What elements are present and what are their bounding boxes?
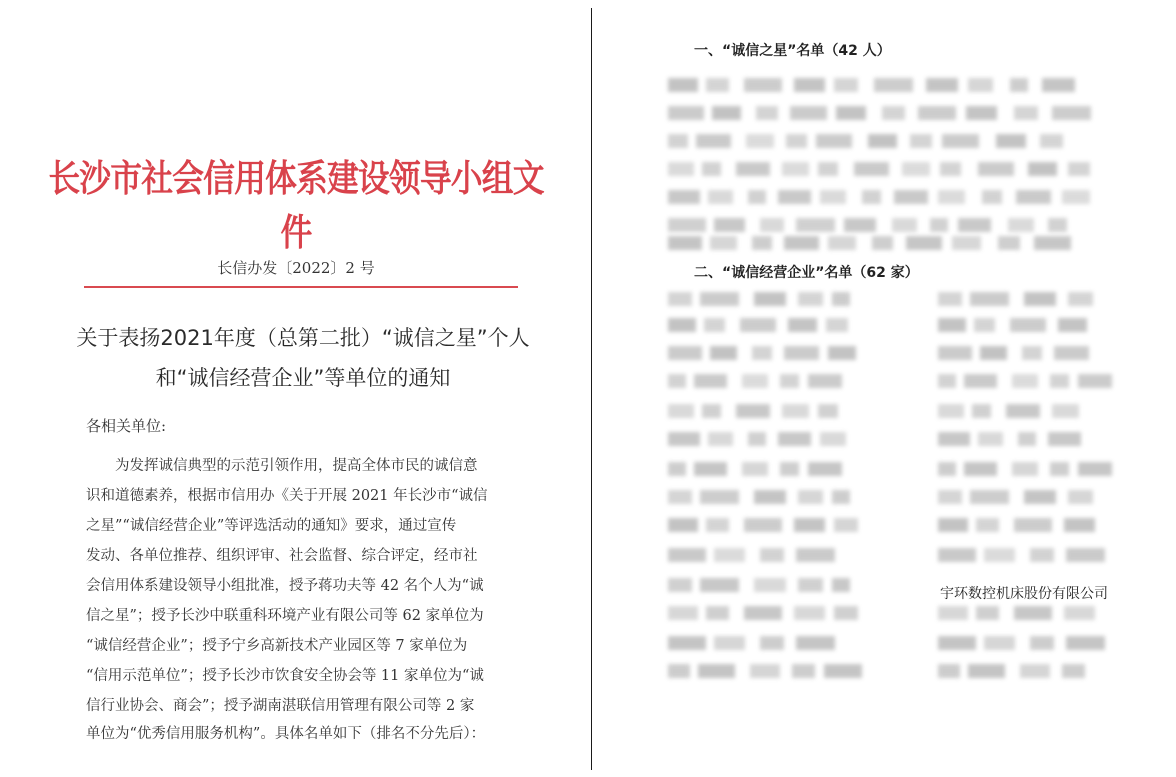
redacted-row xyxy=(938,404,1103,418)
redacted-row xyxy=(668,346,858,360)
document-header-title: 长沙市社会信用体系建设领导小组文件 xyxy=(48,157,544,254)
body-line: 单位为“优秀信用服务机构”。具体名单如下（排名不分先后）： xyxy=(86,726,486,742)
redacted-row xyxy=(668,162,1092,176)
salutation: 各相关单位: xyxy=(86,417,167,435)
redacted-row xyxy=(938,548,1103,562)
redacted-row xyxy=(668,292,858,306)
redacted-row xyxy=(938,518,1103,532)
redacted-row xyxy=(938,462,1103,476)
redacted-row xyxy=(668,318,858,332)
redacted-row xyxy=(668,236,1092,250)
notice-title-line-1: 关于表扬2021年度（总第二批）“诚信之星”个人 xyxy=(76,326,530,350)
red-divider-rule xyxy=(84,286,518,288)
redacted-row xyxy=(938,490,1103,504)
redacted-row xyxy=(668,462,858,476)
redacted-row xyxy=(668,578,858,592)
redacted-row xyxy=(938,292,1103,306)
redacted-row xyxy=(668,518,858,532)
redacted-row xyxy=(668,636,858,650)
redacted-row xyxy=(668,664,858,678)
redacted-row xyxy=(668,432,858,446)
body-line: 会信用体系建设领导小组批准，授予蒋功夫等 42 名个人为“诚 xyxy=(86,578,484,594)
redacted-row xyxy=(668,606,858,620)
redacted-row xyxy=(668,78,1092,92)
body-line: 为发挥诚信典型的示范引领作用，提高全体市民的诚信意 xyxy=(86,458,478,474)
body-line: 识和道德素养，根据市信用办《关于开展 2021 年长沙市“诚信 xyxy=(86,488,488,504)
redacted-row xyxy=(668,548,858,562)
section-1-heading: 一、“诚信之星”名单（42 人） xyxy=(694,43,891,59)
redacted-row xyxy=(938,318,1103,332)
visible-company-name: 宇环数控机床股份有限公司 xyxy=(940,586,1108,602)
body-line: 信之星”；授予长沙中联重科环境产业有限公司等 62 家单位为 xyxy=(86,608,484,624)
redacted-row xyxy=(938,374,1103,388)
redacted-row xyxy=(938,606,1103,620)
redacted-row xyxy=(938,346,1103,360)
redacted-row xyxy=(668,134,1092,148)
redacted-row xyxy=(938,664,1103,678)
redacted-row xyxy=(668,404,858,418)
body-line: “信用示范单位”；授予长沙市饮食安全协会等 11 家单位为“诚 xyxy=(86,668,484,684)
body-line: 信行业协会、商会”；授予湖南湛联信用管理有限公司等 2 家 xyxy=(86,698,475,714)
body-line: “诚信经营企业”；授予宁乡高新技术产业园区等 7 家单位为 xyxy=(86,638,468,654)
redacted-row xyxy=(938,432,1103,446)
redacted-row xyxy=(668,106,1092,120)
section-2-heading: 二、“诚信经营企业”名单（62 家） xyxy=(694,265,919,281)
redacted-row xyxy=(668,218,1092,232)
body-line: 发动、各单位推荐、组织评审、社会监督、综合评定，经市社 xyxy=(86,548,478,564)
redacted-row xyxy=(668,490,858,504)
body-line: 之星”“诚信经营企业”等评选活动的通知》要求，通过宣传 xyxy=(86,518,457,534)
redacted-row xyxy=(938,636,1103,650)
redacted-row xyxy=(668,190,1092,204)
notice-title-line-2: 和“诚信经营企业”等单位的通知 xyxy=(155,366,451,390)
redacted-row xyxy=(668,374,858,388)
document-number: 长信办发〔2022〕2 号 xyxy=(217,259,375,277)
